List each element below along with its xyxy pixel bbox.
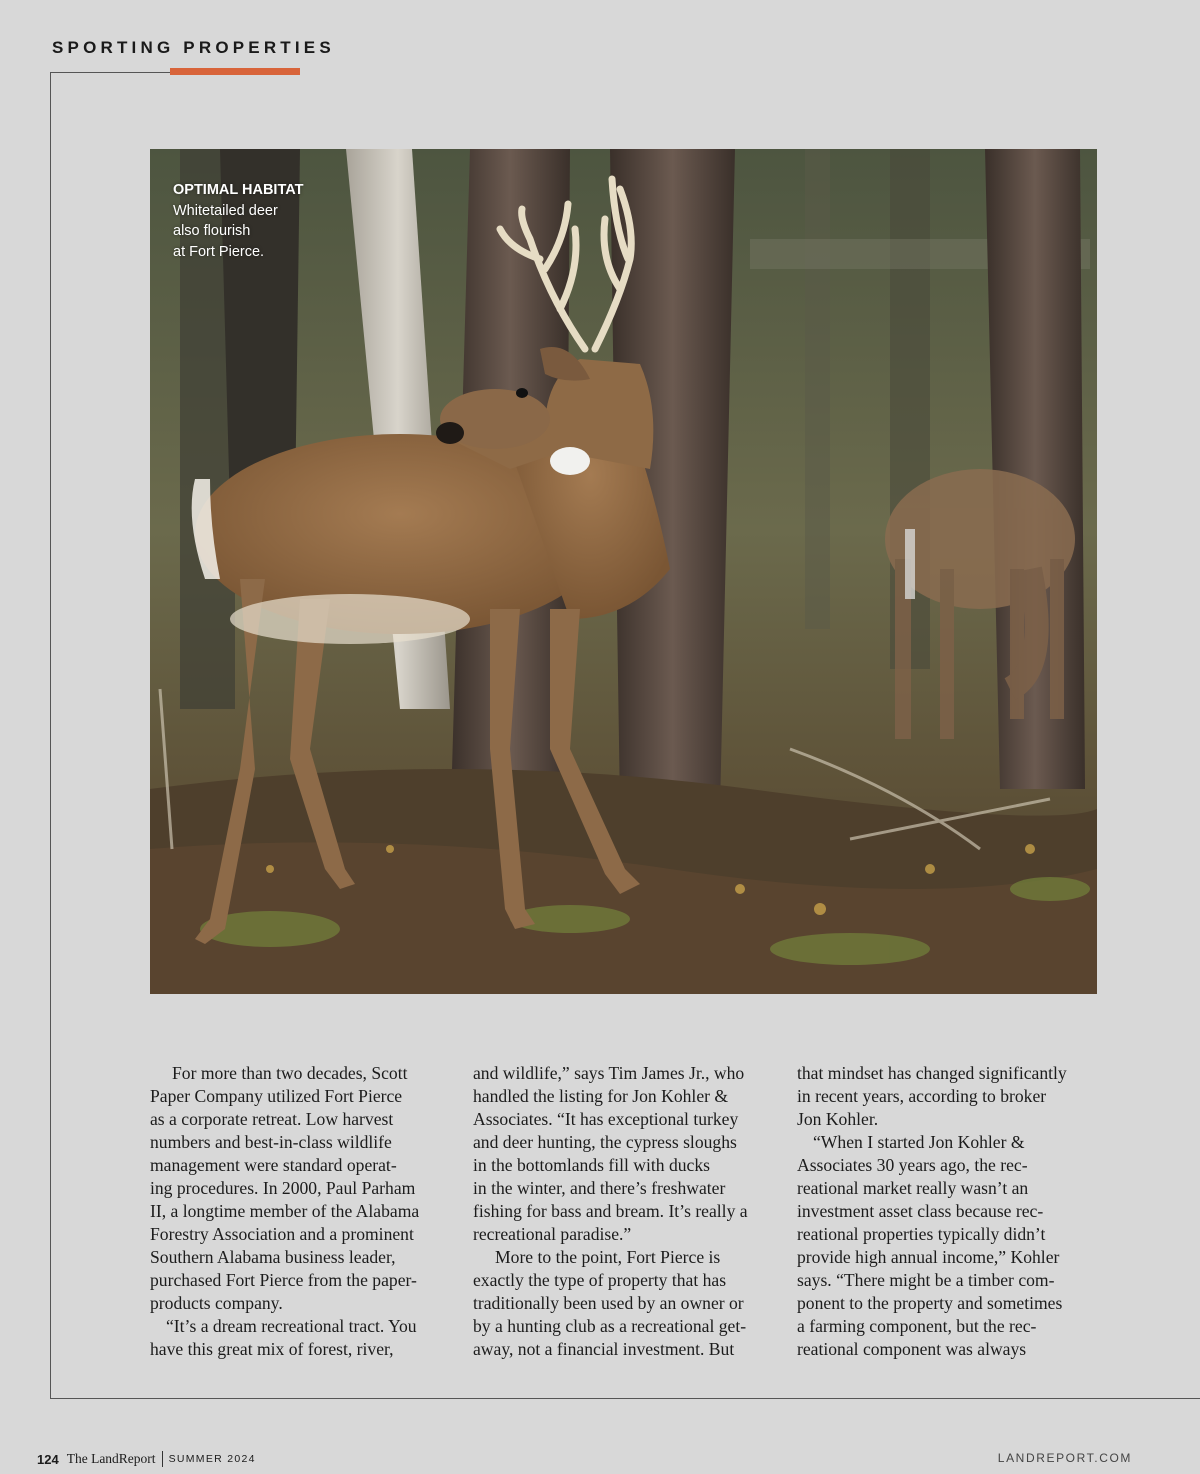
text-line: “When I started Jon Kohler & <box>813 1132 1025 1152</box>
text-line: Southern Alabama business leader, <box>150 1247 396 1267</box>
page-footer <box>37 1450 256 1468</box>
frame-rule-bottom <box>50 1398 1200 1399</box>
text-line: by a hunting club as a recreational get- <box>473 1316 747 1336</box>
caption-line: at Fort Pierce. <box>173 243 265 260</box>
text-line: ing procedures. In 2000, Paul Parham <box>150 1178 416 1198</box>
website-link[interactable]: LANDREPORT.COM <box>997 1451 1132 1465</box>
text-line: and wildlife,” says Tim James Jr., who <box>473 1063 745 1083</box>
text-line: in the bottomlands fill with ducks <box>473 1155 711 1175</box>
text-line: handled the listing for Jon Kohler & <box>473 1086 729 1106</box>
text-line: provide high annual income,” Kohler <box>797 1247 1060 1267</box>
frame-rule-left <box>50 72 51 1399</box>
text-line: reational component was always <box>797 1339 1027 1359</box>
frame-rule-top <box>50 72 170 73</box>
text-line: II, a longtime member of the Alabama <box>150 1201 420 1221</box>
text-line: Forestry Association and a prominent <box>150 1224 414 1244</box>
text-line: ponent to the property and sometimes <box>797 1293 1063 1313</box>
text-line: exactly the type of property that has <box>473 1270 727 1290</box>
text-line: Paper Company utilized Fort Pierce <box>150 1086 403 1106</box>
text-line: away, not a financial investment. But <box>473 1339 735 1359</box>
caption-line: also flourish <box>173 223 251 239</box>
page-number: 124 <box>37 1451 59 1467</box>
text-line: More to the point, Fort Pierce is <box>495 1247 721 1267</box>
article-column-1 <box>150 1062 446 1361</box>
text-line: management were standard operat- <box>150 1155 397 1175</box>
text-line: purchased Fort Pierce from the paper- <box>150 1270 417 1290</box>
section-label: SPORTING PROPERTIES <box>52 38 335 57</box>
deer-photo-illustration <box>150 149 1097 994</box>
issue-date: SUMMER 2024 <box>168 1453 256 1465</box>
text-line: Associates 30 years ago, the rec- <box>797 1155 1028 1175</box>
text-line: reational market really wasn’t an <box>797 1178 1029 1198</box>
article-column-2 <box>473 1062 769 1361</box>
text-line: traditionally been used by an owner or <box>473 1293 744 1313</box>
text-line: a farming component, but the rec- <box>797 1316 1037 1336</box>
footer-divider <box>162 1451 163 1467</box>
text-line: Jon Kohler. <box>797 1109 879 1129</box>
text-line: as a corporate retreat. Low harvest <box>150 1109 394 1129</box>
text-line: Associates. “It has exceptional turkey <box>473 1109 739 1129</box>
text-line: products company. <box>150 1293 283 1313</box>
caption-title: OPTIMAL HABITAT <box>173 182 304 198</box>
text-line: in the winter, and there’s freshwater <box>473 1178 726 1198</box>
accent-bar <box>170 68 300 75</box>
text-line: For more than two decades, Scott <box>172 1063 408 1083</box>
text-line: numbers and best-in-class wildlife <box>150 1132 392 1152</box>
text-line: and deer hunting, the cypress sloughs <box>473 1132 737 1152</box>
text-line: “It’s a dream recreational tract. You <box>166 1316 417 1336</box>
text-line: in recent years, according to broker <box>797 1086 1047 1106</box>
text-line: investment asset class because rec- <box>797 1201 1044 1221</box>
text-line: that mindset has changed significantly <box>797 1063 1067 1083</box>
photo-caption <box>173 180 304 262</box>
text-line: have this great mix of forest, river, <box>150 1339 394 1359</box>
article-column-3 <box>797 1062 1093 1361</box>
caption-line: Whitetailed deer <box>173 202 278 219</box>
text-line: fishing for bass and bream. It’s really a <box>473 1201 748 1221</box>
text-line: says. “There might be a timber com- <box>797 1270 1055 1290</box>
text-line: reational properties typically didn’t <box>797 1224 1046 1244</box>
text-line: recreational paradise.” <box>473 1224 632 1244</box>
magazine-name: The LandReport <box>66 1451 156 1466</box>
deer-photo <box>150 149 1097 994</box>
